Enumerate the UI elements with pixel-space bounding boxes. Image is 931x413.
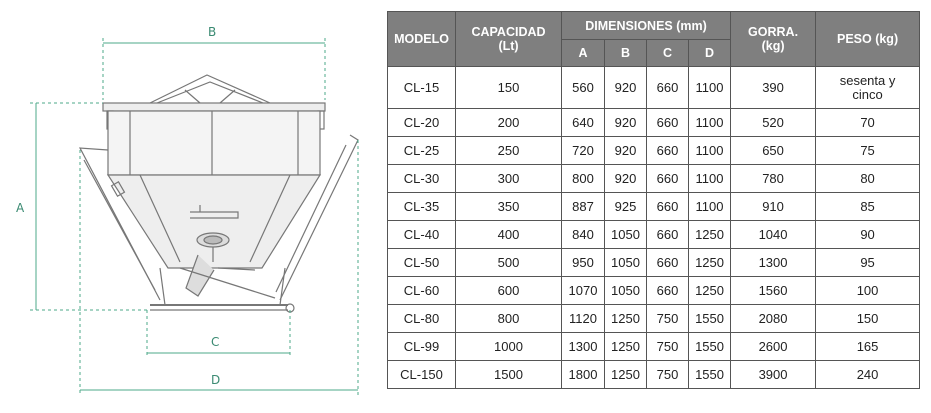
cell-peso: 70 bbox=[816, 109, 920, 137]
cell-dim-c: 660 bbox=[647, 221, 689, 249]
cell-peso: 95 bbox=[816, 249, 920, 277]
cell-peso: 90 bbox=[816, 221, 920, 249]
cell-dim-d: 1250 bbox=[689, 277, 731, 305]
dimension-label-b: B bbox=[208, 25, 217, 39]
cell-gorra: 1300 bbox=[731, 249, 816, 277]
cell-gorra: 1040 bbox=[731, 221, 816, 249]
cell-modelo: CL-50 bbox=[388, 249, 456, 277]
cell-dim-a: 1120 bbox=[562, 305, 605, 333]
table-row bbox=[388, 249, 920, 277]
cell-capacidad: 800 bbox=[456, 305, 562, 333]
cell-dim-b: 925 bbox=[605, 193, 647, 221]
cell-dim-d: 1100 bbox=[689, 165, 731, 193]
table-row bbox=[388, 67, 920, 109]
dimension-label-c: C bbox=[211, 335, 220, 349]
table-row bbox=[388, 193, 920, 221]
concrete-bucket-drawing bbox=[0, 0, 380, 413]
cell-dim-d: 1250 bbox=[689, 249, 731, 277]
cell-modelo: CL-30 bbox=[388, 165, 456, 193]
table-row bbox=[388, 221, 920, 249]
cell-dim-a: 560 bbox=[562, 67, 605, 109]
cell-dim-d: 1100 bbox=[689, 137, 731, 165]
cell-peso: 150 bbox=[816, 305, 920, 333]
cell-peso: 165 bbox=[816, 333, 920, 361]
cell-dim-b: 1050 bbox=[605, 249, 647, 277]
cell-modelo: CL-150 bbox=[388, 361, 456, 389]
cell-capacidad: 400 bbox=[456, 221, 562, 249]
cell-dim-c: 660 bbox=[647, 137, 689, 165]
table-row bbox=[388, 109, 920, 137]
cell-dim-c: 660 bbox=[647, 109, 689, 137]
cell-modelo: CL-99 bbox=[388, 333, 456, 361]
table-row bbox=[388, 277, 920, 305]
cell-gorra: 2600 bbox=[731, 333, 816, 361]
cell-dim-b: 1050 bbox=[605, 277, 647, 305]
cell-capacidad: 250 bbox=[456, 137, 562, 165]
cell-dim-a: 887 bbox=[562, 193, 605, 221]
cell-peso: 80 bbox=[816, 165, 920, 193]
header-peso: PESO (kg) bbox=[816, 12, 920, 67]
cell-dim-c: 660 bbox=[647, 249, 689, 277]
header-dimensiones: DIMENSIONES (mm) bbox=[562, 12, 731, 40]
cell-gorra: 780 bbox=[731, 165, 816, 193]
cell-dim-d: 1100 bbox=[689, 109, 731, 137]
header-dim-a: A bbox=[562, 40, 605, 67]
cell-dim-b: 1250 bbox=[605, 361, 647, 389]
cell-modelo: CL-15 bbox=[388, 67, 456, 109]
table-row bbox=[388, 361, 920, 389]
cell-capacidad: 300 bbox=[456, 165, 562, 193]
header-dim-c: C bbox=[647, 40, 689, 67]
cell-peso: 75 bbox=[816, 137, 920, 165]
cell-modelo: CL-20 bbox=[388, 109, 456, 137]
cell-gorra: 520 bbox=[731, 109, 816, 137]
cell-dim-c: 660 bbox=[647, 165, 689, 193]
cell-dim-d: 1550 bbox=[689, 361, 731, 389]
cell-dim-a: 800 bbox=[562, 165, 605, 193]
cell-capacidad: 500 bbox=[456, 249, 562, 277]
cell-capacidad: 600 bbox=[456, 277, 562, 305]
cell-dim-d: 1100 bbox=[689, 193, 731, 221]
cell-gorra: 3900 bbox=[731, 361, 816, 389]
cell-dim-a: 1070 bbox=[562, 277, 605, 305]
cell-dim-d: 1550 bbox=[689, 333, 731, 361]
cell-dim-a: 840 bbox=[562, 221, 605, 249]
cell-gorra: 2080 bbox=[731, 305, 816, 333]
cell-dim-d: 1250 bbox=[689, 221, 731, 249]
cell-dim-a: 720 bbox=[562, 137, 605, 165]
cell-dim-a: 950 bbox=[562, 249, 605, 277]
header-gorra: GORRA. (kg) bbox=[731, 12, 816, 67]
cell-capacidad: 1500 bbox=[456, 361, 562, 389]
cell-modelo: CL-60 bbox=[388, 277, 456, 305]
table-row bbox=[388, 165, 920, 193]
cell-modelo: CL-40 bbox=[388, 221, 456, 249]
cell-gorra: 1560 bbox=[731, 277, 816, 305]
cell-dim-c: 750 bbox=[647, 361, 689, 389]
cell-peso: sesenta y cinco bbox=[816, 67, 920, 109]
cell-capacidad: 200 bbox=[456, 109, 562, 137]
cell-dim-a: 1300 bbox=[562, 333, 605, 361]
cell-capacidad: 350 bbox=[456, 193, 562, 221]
cell-dim-c: 660 bbox=[647, 277, 689, 305]
cell-dim-b: 920 bbox=[605, 137, 647, 165]
cell-dim-d: 1100 bbox=[689, 67, 731, 109]
cell-gorra: 390 bbox=[731, 67, 816, 109]
cell-peso: 85 bbox=[816, 193, 920, 221]
header-capacidad: CAPACIDAD (Lt) bbox=[456, 12, 562, 67]
table-row bbox=[388, 333, 920, 361]
cell-peso: 100 bbox=[816, 277, 920, 305]
cell-dim-b: 1250 bbox=[605, 333, 647, 361]
cell-capacidad: 1000 bbox=[456, 333, 562, 361]
header-modelo: MODELO bbox=[388, 12, 456, 67]
header-dim-d: D bbox=[689, 40, 731, 67]
cell-dim-a: 1800 bbox=[562, 361, 605, 389]
cell-modelo: CL-80 bbox=[388, 305, 456, 333]
cell-dim-b: 920 bbox=[605, 109, 647, 137]
cell-capacidad: 150 bbox=[456, 67, 562, 109]
cell-dim-c: 660 bbox=[647, 193, 689, 221]
cell-gorra: 650 bbox=[731, 137, 816, 165]
table-row bbox=[388, 305, 920, 333]
cell-dim-b: 920 bbox=[605, 67, 647, 109]
cell-dim-b: 920 bbox=[605, 165, 647, 193]
cell-dim-b: 1250 bbox=[605, 305, 647, 333]
dimension-label-d: D bbox=[211, 373, 221, 387]
table-body bbox=[388, 67, 920, 389]
cell-dim-c: 660 bbox=[647, 67, 689, 109]
cell-modelo: CL-35 bbox=[388, 193, 456, 221]
cell-dim-d: 1550 bbox=[689, 305, 731, 333]
table-row bbox=[388, 137, 920, 165]
header-dim-b: B bbox=[605, 40, 647, 67]
cell-dim-c: 750 bbox=[647, 305, 689, 333]
dimension-label-a: A bbox=[16, 201, 25, 215]
cell-dim-c: 750 bbox=[647, 333, 689, 361]
cell-gorra: 910 bbox=[731, 193, 816, 221]
cell-peso: 240 bbox=[816, 361, 920, 389]
specifications-table bbox=[387, 11, 920, 389]
bucket-body bbox=[80, 75, 358, 312]
cell-dim-b: 1050 bbox=[605, 221, 647, 249]
cell-dim-a: 640 bbox=[562, 109, 605, 137]
cell-modelo: CL-25 bbox=[388, 137, 456, 165]
